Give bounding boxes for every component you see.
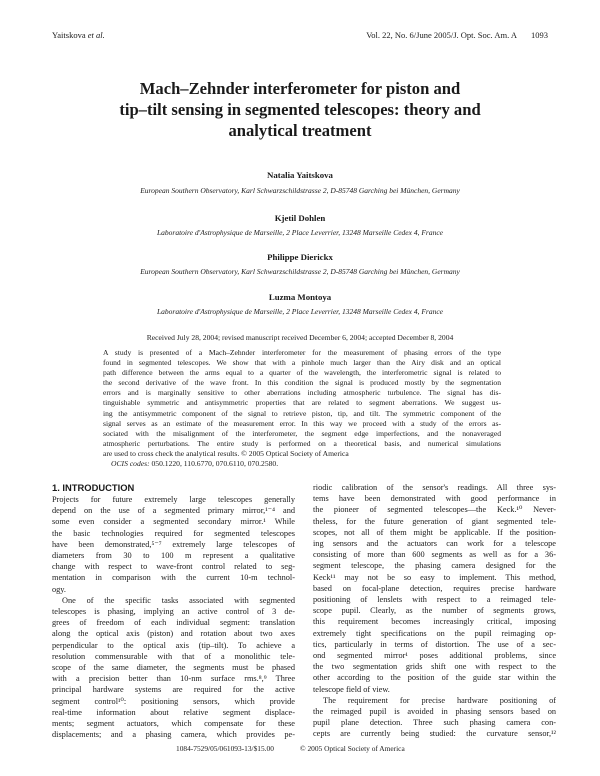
- footer-issn: 1084-7529/05/061093-13/$15.00: [176, 744, 274, 753]
- running-header-journal: Vol. 22, No. 6/June 2005/J. Opt. Soc. Am. A 1093: [366, 30, 548, 40]
- author-affiliation: European Southern Observatory, Karl Schwarzschildstrasse 2, D-85748 Garching bei München, Germany: [140, 186, 460, 195]
- ocis-codes: OCIS codes: 050.1220, 110.6770, 070.6110, 070.2580.: [111, 459, 279, 469]
- author-name: Luzma Montoya: [268, 292, 332, 302]
- page-number: 1093: [531, 30, 548, 40]
- received-dates: Received July 28, 2004; revised manuscript received December 6, 2004; accepted December 8, 2004: [146, 333, 454, 342]
- author-affiliation: Laboratoire d'Astrophysique de Marseille, 2 Place Leverrier, 13248 Marseille Cedex 4, France: [157, 228, 443, 237]
- running-header-authors: Yaitskova et al.: [52, 30, 105, 40]
- abstract: A study is presented of a Mach–Zehnder interferometer for the measurement of phasing errors of the type found in segmented telescopes. We show that with a pinhole much larger than the Airy disk and an optical path difference between the arms equal to a quarter of the wavelength, the interferometric signal is related to the second derivative of the wave front. In this condition the signal is produced mostly by the segmentation errors and is marginally sensitive to other aberrations including atmospheric turbulence. The signal has dis- tinguishable symmetric and antisymmetric properties that are related to segment aberrations. We suggest us- ing the antisymmetric component of the signal to retrieve piston, tip, and tilt. The symmetric component of the signal serves as an estimate of the measurement error. In this way we proceed with a study of the errors as- sociated with the misalignment of the interferometer, the segment edge imperfections, and the nonaveraged atmospheric perturbations. The entire study is performed on a theoretical basis, and numerical simulations are used to cross check the analytical results. © 2005 Optical Society of America OCIS codes: 050.1220, 110.6770, 070.6110, 070.2580.: [103, 348, 501, 469]
- paper-title: Mach–Zehnder interferometer for piston and tip–tilt sensing in segmented telescopes: theory and analytical treatment: [119, 79, 481, 140]
- author-name: Philippe Dierickx: [267, 252, 333, 262]
- author-name: Natalia Yaitskova: [267, 170, 333, 180]
- author-affiliation: European Southern Observatory, Karl Schwarzschildstrasse 2, D-85748 Garching bei München, Germany: [140, 267, 460, 276]
- right-column: riodic calibration of the sensor's readings. All three sys- tems have been demonstrated with good performance in the pioneer of segmented telescopes—the Keck.¹⁰ Never- theless, for the future generation of giant segmented tele- scopes, not all of them might be applicable. If the position- ing sensors and the actuators can work for a telescope consisting of more than 600 segments as well as for a 36- segment telescope, the phasing camera designed for the Keck¹¹ may not be so easy to implement. This method, based on focal-plane detection, requires precise hardware positioning of lenslets with respect to a reimaged tele- scope pupil. Clearly, as the number of segments grows, this requirement becomes increasingly critical, imposing extremely tight specifications on the pupil reimaging op- tics, particularly in terms of distortion. The use of a sec- ond segmented mirror¹ poses additional problems, since the two segmentation grids shift one with respect to the other according to the position of the guide star within the telescope field of view. The requirement for precise hardware positioning of the reimaged pupil is avoided in phasing sensors based on pupil plane detection. Three such phasing camera con- cepts are currently being studied: the curvature sensor,¹²: [313, 483, 556, 739]
- footer-copyright: © 2005 Optical Society of America: [300, 744, 405, 753]
- left-column: 1. INTRODUCTION Projects for future extremely large telescopes generally depend on the use of a segmented primary mirror,¹⁻⁴ and some even consider a segmented secondary mirror.¹ While the basic technologies required for segmented telescopes have been demonstrated,⁵⁻⁷ extremely large telescopes of diameters from 30 to 100 m represent a qualitative change with respect to wave-front control related to seg- mentation in comparison with the current 10-m technol- ogy. One of the specific tasks associated with segmented telescopes is phasing, implying an active control of 3 de- grees of freedom of each individual segment: translation along the optical axis (piston) and rotation about two axes perpendicular to the optical axis (tip–tilt). To achieve a resolution commensurable with that of a monolithic tele- scope of the same diameter, the segments must be phased with a precision better than 10-nm surface rms.⁸,⁹ Three principal hardware systems are required for the active segment control¹⁰: positioning sensors, which provide real-time information about relative segment displace- ments; segment actuators, which compensate for these displacements; and a phasing camera, which provides pe-: [52, 482, 295, 740]
- author-affiliation: Laboratoire d'Astrophysique de Marseille, 2 Place Leverrier, 13248 Marseille Cedex 4, France: [157, 307, 443, 316]
- section-heading: 1. INTRODUCTION: [52, 482, 135, 493]
- author-name: Kjetil Dohlen: [274, 213, 326, 223]
